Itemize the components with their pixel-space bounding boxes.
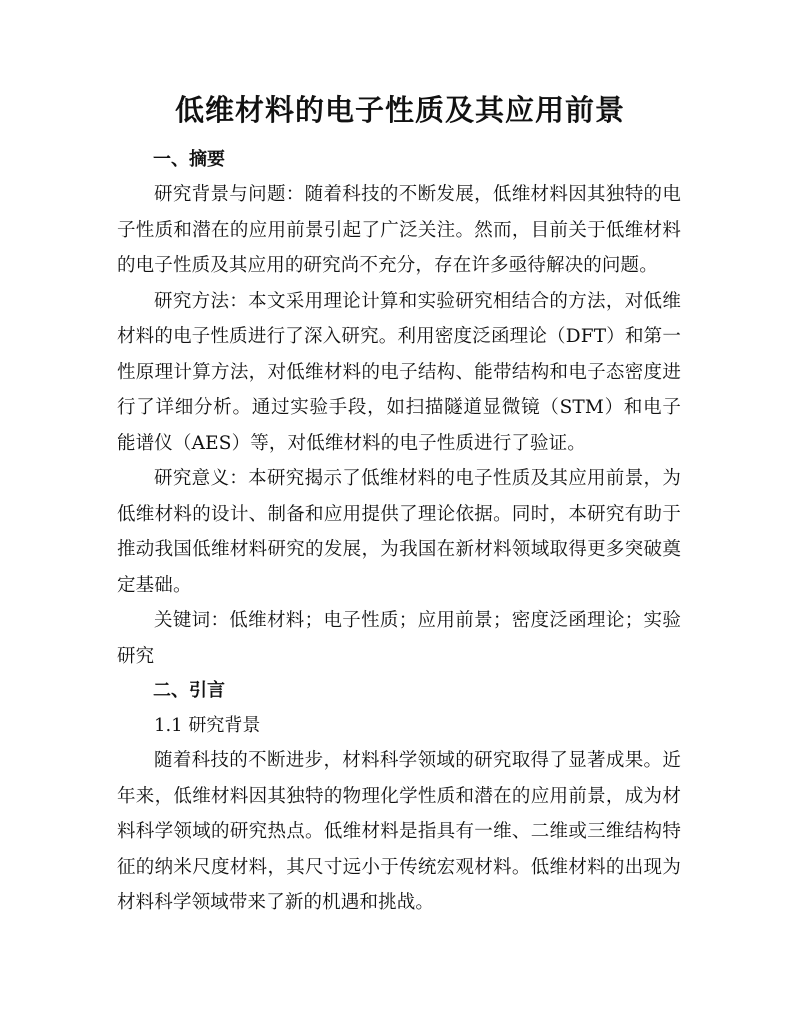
document-body xyxy=(117,143,681,921)
introduction-paragraph: 随着科技的不断进步，材料科学领域的研究取得了显著成果。近年来，低维材料因其独特的物理化学性质和潜在的应用前景，成为材料科学领域的研究热点。低维材料是指具有一维、二维或三维结构特征的纳米尺度材料，其尺寸远小于传统宏观材料。低维材料的出现为材料科学领域带来了新的机遇和挑战。 xyxy=(117,750,681,913)
background-paragraph: 研究背景与问题：随着科技的不断发展，低维材料因其独特的电子性质和潜在的应用前景引起了广泛关注。然而，目前关于低维材料的电子性质及其应用的研究尚不充分，存在许多亟待解决的问题。 xyxy=(117,184,681,276)
keywords-paragraph: 关键词：低维材料；电子性质；应用前景；密度泛函理论；实验研究 xyxy=(117,610,681,667)
significance-paragraph: 研究意义：本研究揭示了低维材料的电子性质及其应用前景，为低维材料的设计、制备和应用提供了理论依据。同时，本研究有助于推动我国低维材料研究的发展，为我国在新材料领域取得更多突破奠定基础。 xyxy=(117,468,681,596)
introduction-heading: 二、引言 xyxy=(153,680,225,701)
method-paragraph: 研究方法：本文采用理论计算和实验研究相结合的方法，对低维材料的电子性质进行了深入研究。利用密度泛函理论（DFT）和第一性原理计算方法，对低维材料的电子结构、能带结构和电子态密度进行了详细分析。通过实验手段，如扫描隧道显微镜（STM）和电子能谱仪（AES）等，对低维材料的电子性质进行了验证。 xyxy=(117,290,681,454)
document-title: 低维材料的电子性质及其应用前景 xyxy=(174,93,625,127)
subsection-title: 1.1 研究背景 xyxy=(154,715,261,736)
abstract-heading: 一、摘要 xyxy=(153,149,225,170)
